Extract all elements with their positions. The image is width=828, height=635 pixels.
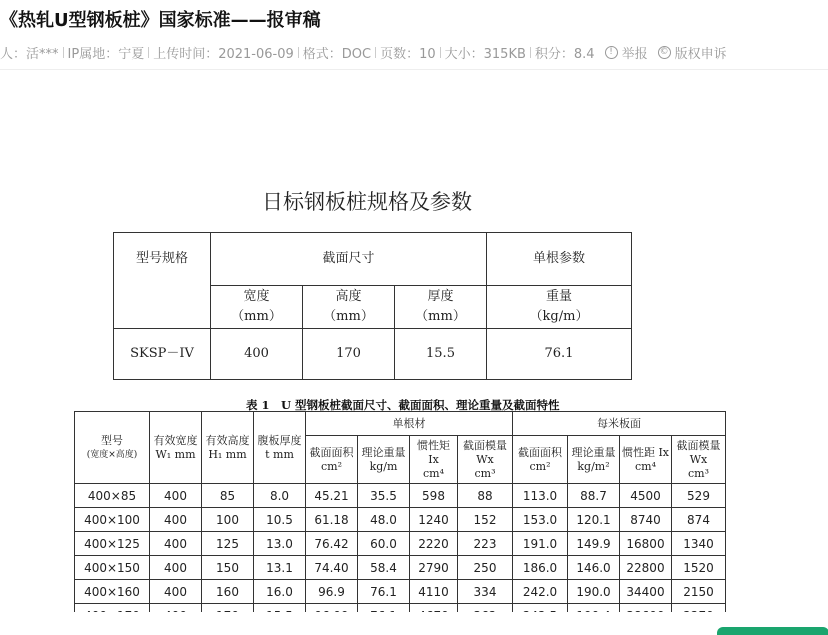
table-cell: 146.0: [568, 556, 620, 580]
table-cell: 400×85: [75, 484, 150, 508]
table-cell: 96.9: [306, 580, 358, 604]
table-row: [75, 532, 726, 556]
table-cell: 76.1: [358, 580, 410, 604]
meta-separator: [375, 47, 376, 58]
spec-table: [113, 232, 632, 380]
table-cell: 120.1: [568, 508, 620, 532]
table-cell: 598: [410, 484, 458, 508]
table-cell: 1340: [672, 532, 726, 556]
header-cell: 宽度 （mm）: [211, 286, 303, 329]
copyright-icon: ©: [659, 47, 669, 57]
header-cell: 每米板面: [513, 412, 726, 436]
table-cell: 1520: [672, 556, 726, 580]
meta-separator: [63, 47, 64, 58]
meta-separator: [148, 47, 149, 58]
meta-upload-time: 上传时间：2021-06-09: [153, 47, 294, 62]
header-cell: 型号 (宽度×高度): [75, 412, 150, 484]
table-cell: 186.0: [513, 556, 568, 580]
copyright-button[interactable]: [658, 43, 727, 62]
table-cell: 400: [150, 484, 202, 508]
meta-pages: 页数：10: [380, 47, 436, 62]
table-cell: 61.18: [306, 508, 358, 532]
header-cell: 惯性矩 Ix cm⁴: [410, 436, 458, 484]
table-cell: 223: [458, 532, 513, 556]
table-row: [75, 508, 726, 532]
table-cell: 10.5: [254, 508, 306, 532]
meta-ip-location: IP属地：宁夏: [67, 47, 145, 62]
table-cell: 150: [202, 556, 254, 580]
table-cell: 400: [211, 329, 303, 380]
table-cell: SKSP－IV: [114, 329, 211, 380]
table-cell: 400×150: [75, 556, 150, 580]
meta-separator: [530, 47, 531, 58]
table-cell: 4500: [620, 484, 672, 508]
header-cell: 截面面积 cm²: [306, 436, 358, 484]
table-cell: 45.21: [306, 484, 358, 508]
header-cell: 厚度 （mm）: [395, 286, 487, 329]
table-row: [114, 329, 632, 380]
table-cell: 85: [202, 484, 254, 508]
header-cell: 理论重量 kg/m²: [568, 436, 620, 484]
document-title: 《热轧U型钢板桩》国家标准——报审稿: [0, 10, 321, 31]
table-cell: 2220: [410, 532, 458, 556]
table-cell: 76.1: [487, 329, 632, 380]
header-cell: 高度 （mm）: [303, 286, 395, 329]
header-cell: 截面尺寸: [211, 233, 487, 286]
table-cell: 400×100: [75, 508, 150, 532]
header-cell: 腹板厚度 t mm: [254, 412, 306, 484]
table-cell: 88.7: [568, 484, 620, 508]
table-cell: 191.0: [513, 532, 568, 556]
header-cell: 惯性距 Ix cm⁴: [620, 436, 672, 484]
table-cell: 874: [672, 508, 726, 532]
table-cell: 58.4: [358, 556, 410, 580]
table-cell: 529: [672, 484, 726, 508]
table-cell: 4110: [410, 580, 458, 604]
table-cell: 22800: [620, 556, 672, 580]
table-cell: 1240: [410, 508, 458, 532]
table-cell: 242.0: [513, 580, 568, 604]
table-cell: 8740: [620, 508, 672, 532]
table-cell: 100: [202, 508, 254, 532]
table-cell: 13.0: [254, 532, 306, 556]
page-fade: [0, 612, 828, 634]
table-cell: 16.0: [254, 580, 306, 604]
table-cell: 8.0: [254, 484, 306, 508]
table-cell: 400×160: [75, 580, 150, 604]
header-cell: 截面模量 Wx cm³: [458, 436, 513, 484]
info-icon: !: [605, 46, 618, 59]
table-cell: 34400: [620, 580, 672, 604]
meta-separator: [298, 47, 299, 58]
header-cell: 有效高度 H₁ mm: [202, 412, 254, 484]
table-caption: 表 1 U 型钢板桩截面尺寸、截面面积、理论重量及截面特性: [246, 398, 560, 412]
header-cell: 重量 （kg/m）: [487, 286, 632, 329]
table-cell: 35.5: [358, 484, 410, 508]
table-cell: 250: [458, 556, 513, 580]
table-cell: 76.42: [306, 532, 358, 556]
table-cell: 400: [150, 532, 202, 556]
meta-points: 积分：8.4: [534, 47, 595, 62]
table-row: [75, 580, 726, 604]
table-cell: 170: [303, 329, 395, 380]
meta-format: 格式：DOC: [302, 47, 372, 62]
table-cell: 13.1: [254, 556, 306, 580]
table-cell: 16800: [620, 532, 672, 556]
report-label: 举报: [621, 47, 648, 62]
document-meta: [0, 43, 727, 62]
meta-size: 大小：315KB: [444, 47, 526, 62]
table-cell: 153.0: [513, 508, 568, 532]
table-cell: 48.0: [358, 508, 410, 532]
table-cell: 113.0: [513, 484, 568, 508]
header-cell: 单根参数: [487, 233, 632, 286]
table-cell: 400×125: [75, 532, 150, 556]
table-cell: 334: [458, 580, 513, 604]
table-cell: 149.9: [568, 532, 620, 556]
header-cell: 截面面积 cm²: [513, 436, 568, 484]
table-row: [75, 484, 726, 508]
table-cell: 400: [150, 508, 202, 532]
table-cell: 400: [150, 556, 202, 580]
table-cell: 400: [150, 580, 202, 604]
header-divider: [0, 69, 828, 70]
header-cell: 理论重量 kg/m: [358, 436, 410, 484]
table-cell: 160: [202, 580, 254, 604]
table-cell: 125: [202, 532, 254, 556]
table-row: [75, 556, 726, 580]
table-cell: 190.0: [568, 580, 620, 604]
properties-table: [74, 411, 726, 628]
meta-uploader: 人：活***: [0, 47, 59, 62]
report-button[interactable]: [605, 43, 648, 62]
table-cell: 88: [458, 484, 513, 508]
table-cell: 15.5: [395, 329, 487, 380]
header-cell: 有效宽度 W₁ mm: [150, 412, 202, 484]
table-cell: 152: [458, 508, 513, 532]
page-heading: 日标钢板桩规格及参数: [262, 190, 472, 214]
meta-separator: [440, 47, 441, 58]
header-cell: 截面模量 Wx cm³: [672, 436, 726, 484]
header-cell: 型号规格: [114, 233, 211, 329]
copyright-label: 版权申诉: [674, 47, 727, 62]
table-cell: 74.40: [306, 556, 358, 580]
table-cell: 2150: [672, 580, 726, 604]
header-cell: 单根材: [306, 412, 513, 436]
table-cell: 60.0: [358, 532, 410, 556]
table-cell: 2790: [410, 556, 458, 580]
